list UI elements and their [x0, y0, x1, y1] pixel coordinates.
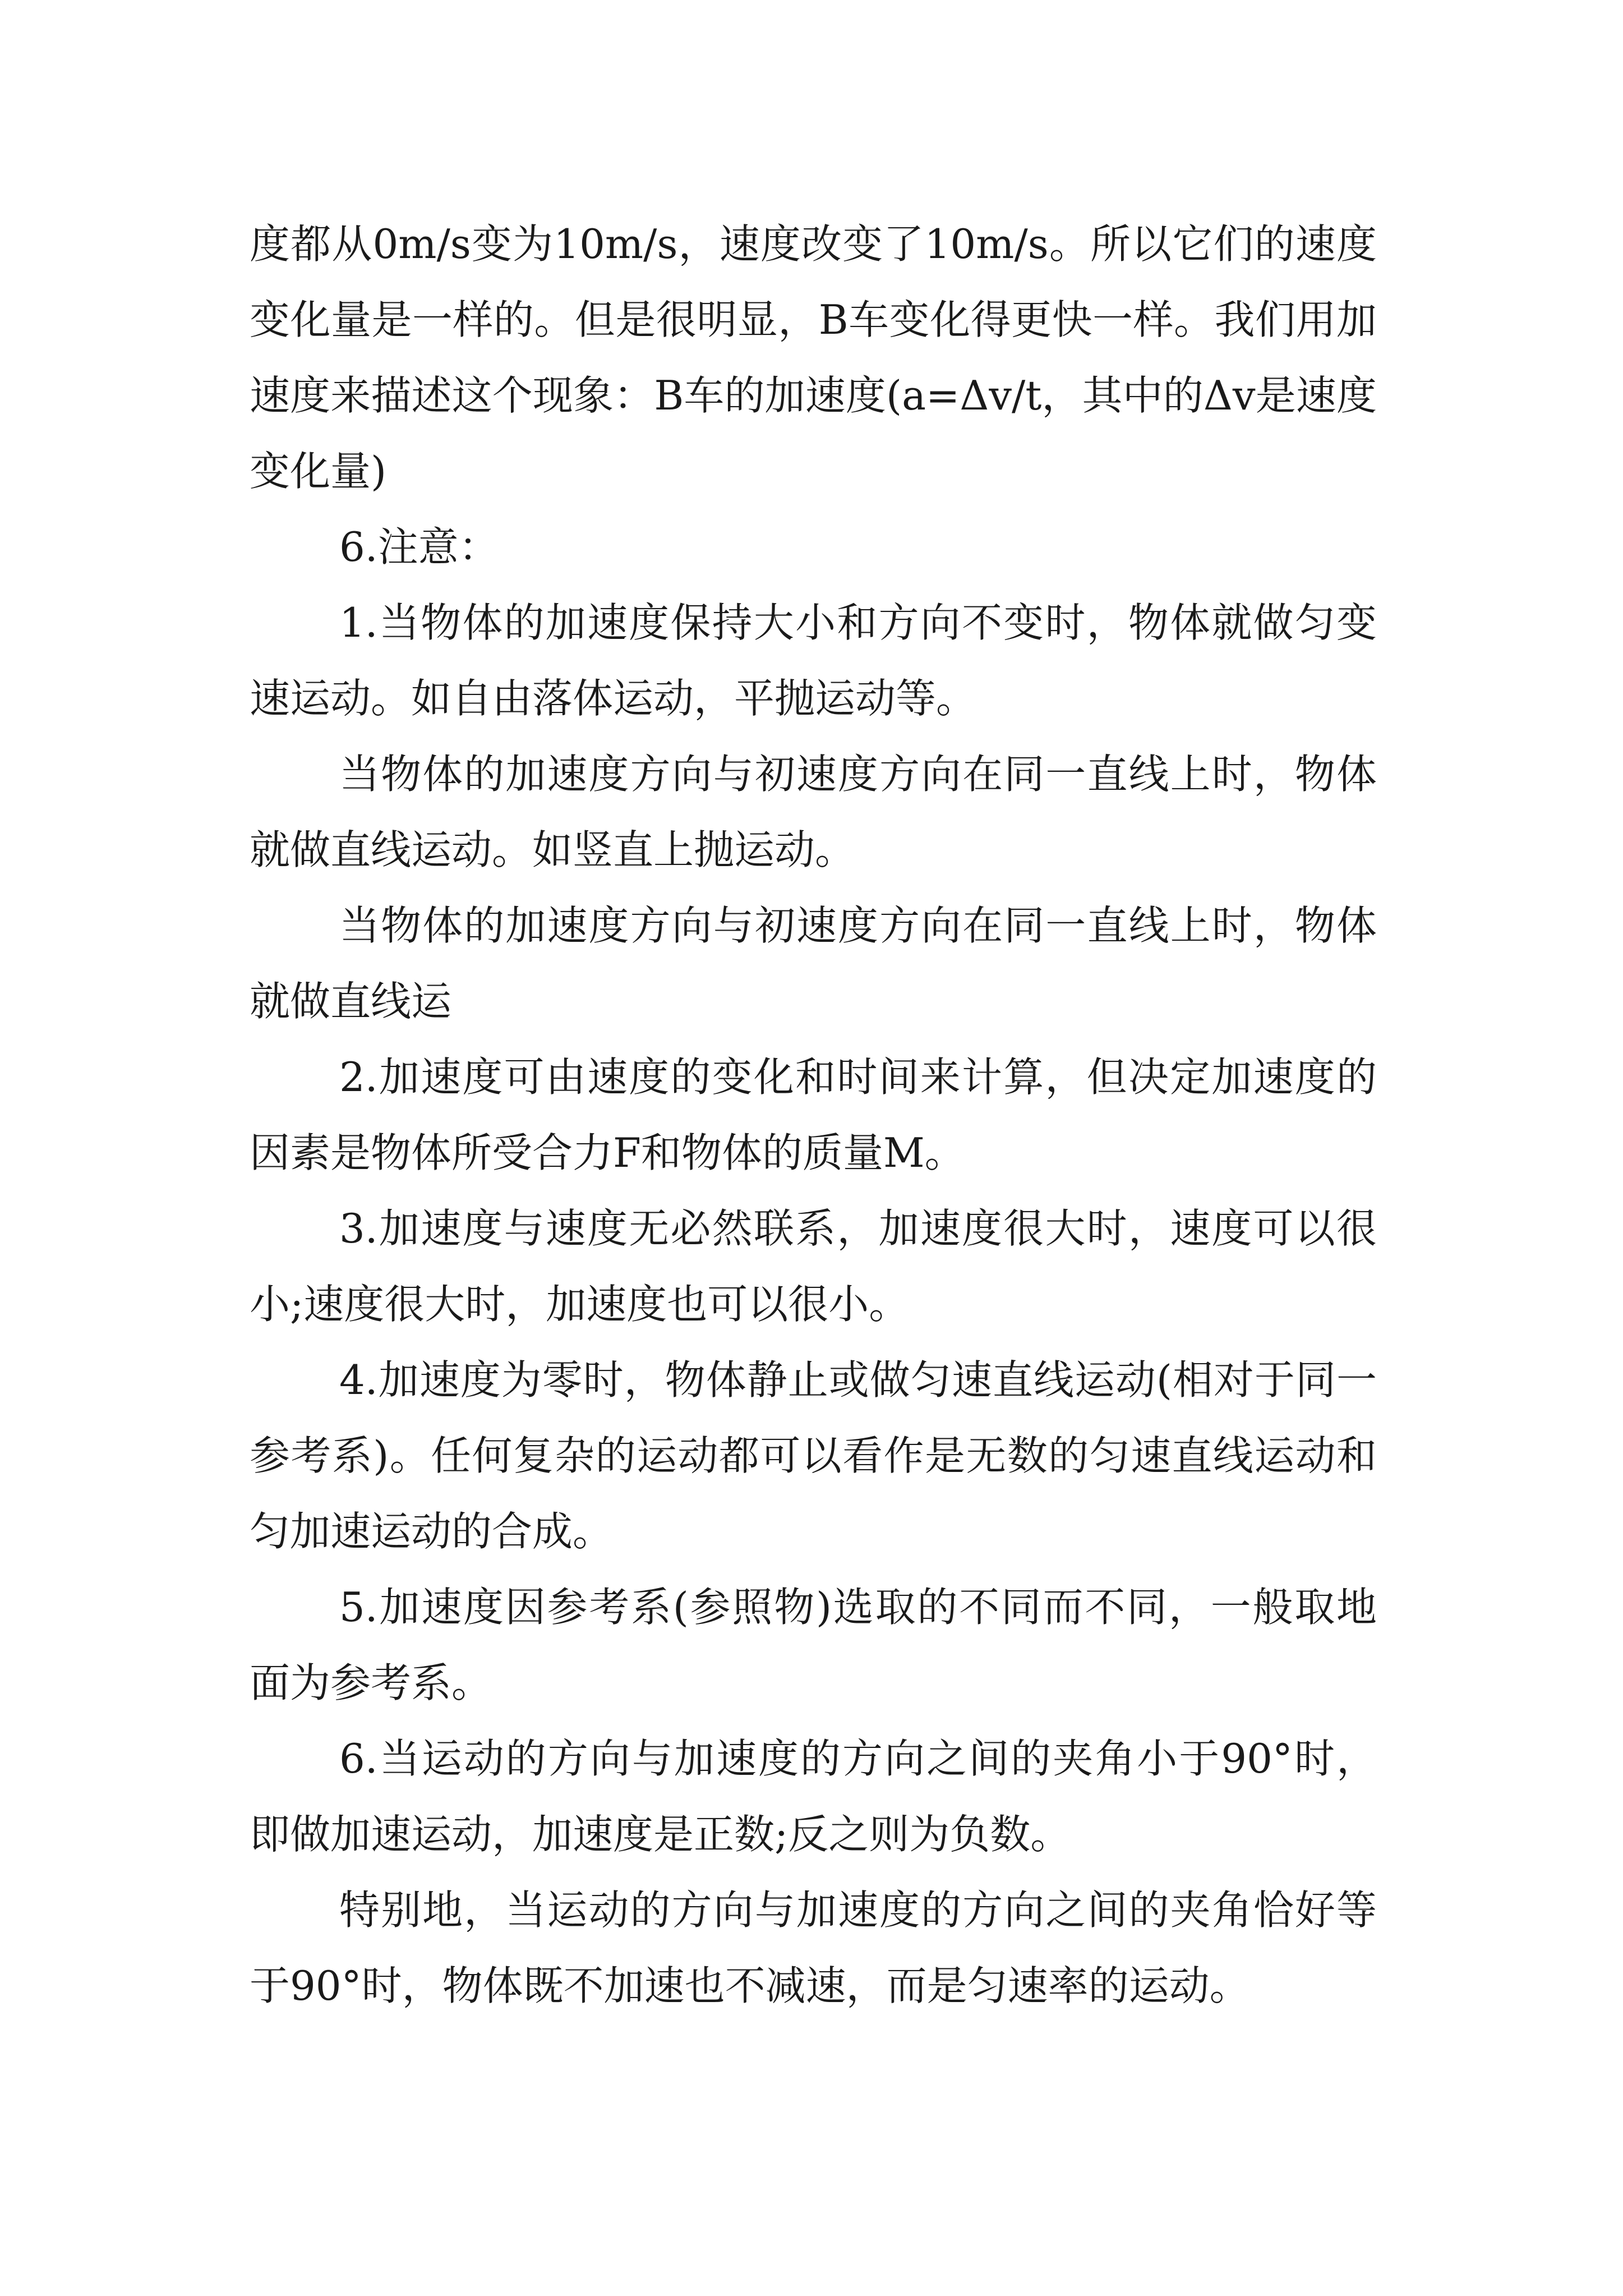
paragraph-11: 特别地，当运动的方向与加速度的方向之间的夹角恰好等于90°时，物体既不加速也不减速，而是匀速率的运动。	[250, 1887, 1377, 2009]
paragraph-4: 当物体的加速度方向与初速度方向在同一直线上时，物体就做直线运动。如竖直上抛运动。	[250, 751, 1377, 873]
paragraph-5: 当物体的加速度方向与初速度方向在同一直线上时，物体就做直线运	[250, 902, 1377, 1025]
paragraph-8: 4.加速度为零时，物体静止或做匀速直线运动(相对于同一参考系)。任何复杂的运动都可以看作是无数的匀速直线运动和匀加速运动的合成。	[250, 1356, 1377, 1555]
paragraph-3: 1.当物体的加速度保持大小和方向不变时，物体就做匀变速运动。如自由落体运动，平抛运动等。	[250, 599, 1377, 722]
paragraph-10: 6.当运动的方向与加速度的方向之间的夹角小于90°时，即做加速运动，加速度是正数;反之则为负数。	[250, 1735, 1377, 1858]
paragraph-1: 度都从0m/s变为10m/s，速度改变了10m/s。所以它们的速度变化量是一样的。但是很明显，B车变化得更快一样。我们用加速度来描述这个现象：B车的加速度(a=Δv/t，其中的Δv是速度变化量)	[250, 220, 1377, 495]
paragraph-2: 6.注意：	[339, 523, 499, 570]
paragraph-7: 3.加速度与速度无必然联系，加速度很大时，速度可以很小;速度很大时，加速度也可以很小。	[250, 1205, 1377, 1328]
paragraph-9: 5.加速度因参考系(参照物)选取的不同而不同，一般取地面为参考系。	[250, 1584, 1377, 1706]
paragraph-6: 2.加速度可由速度的变化和时间来计算，但决定加速度的因素是物体所受合力F和物体的质量M。	[250, 1053, 1377, 1176]
document-body	[250, 206, 1377, 2024]
